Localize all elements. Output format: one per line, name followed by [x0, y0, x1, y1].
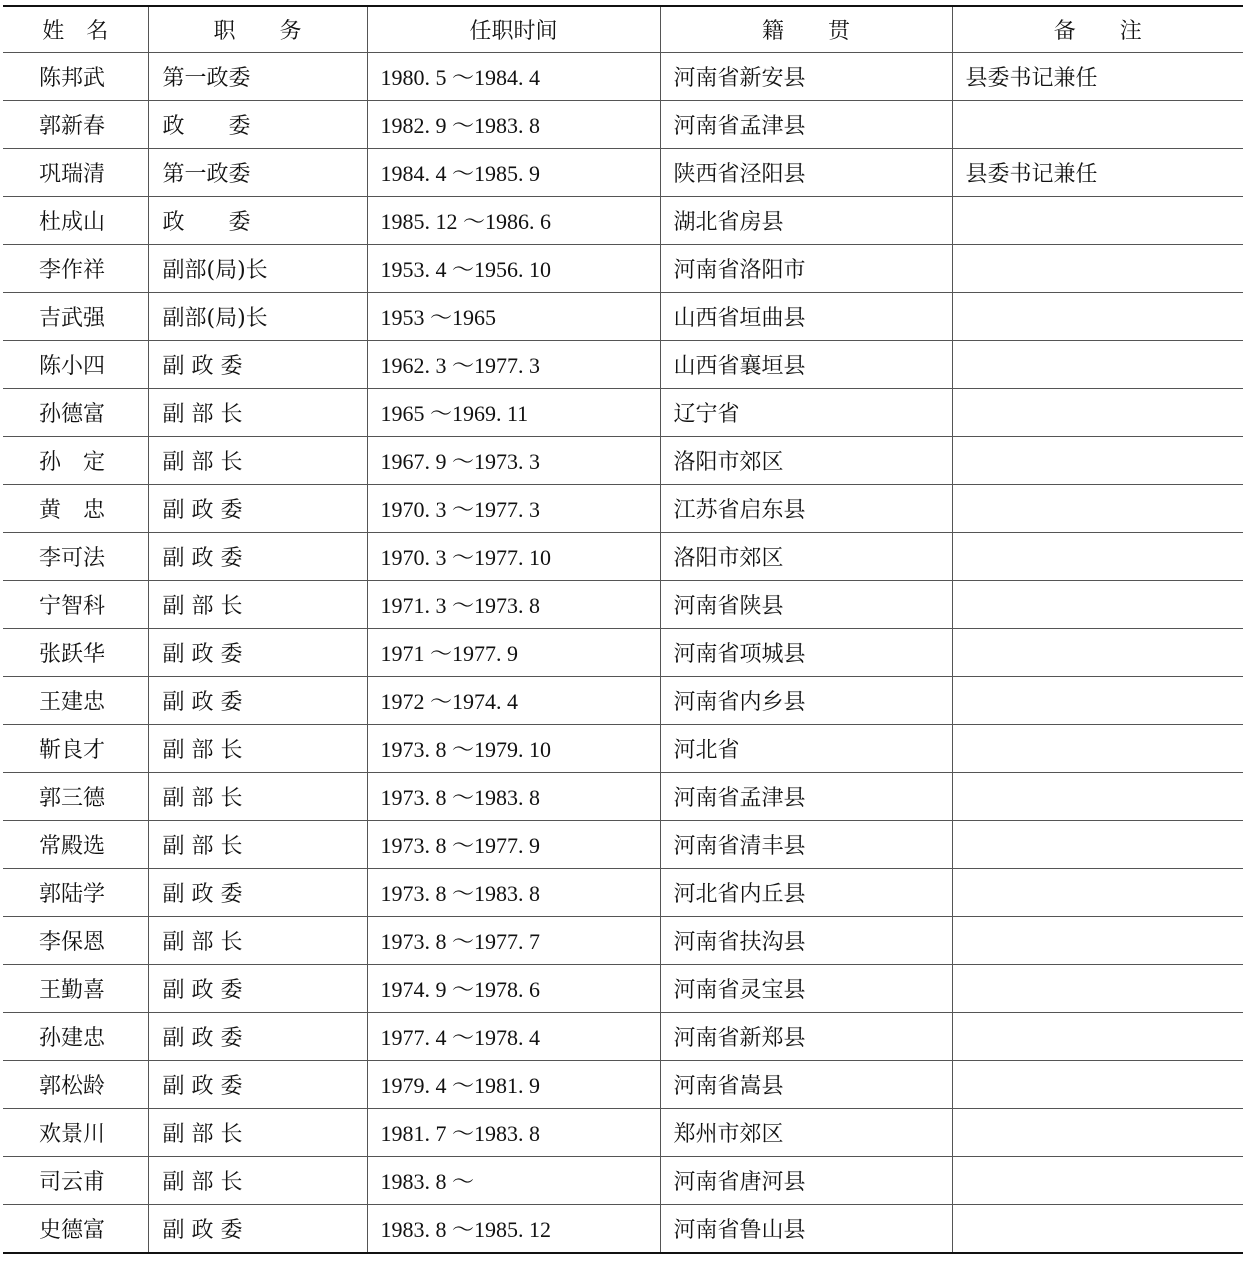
table-row — [3, 869, 1243, 917]
table-row — [3, 629, 1243, 677]
cell-name: 李可法 — [3, 533, 148, 581]
cell-term: 1962. 3 ～1977. 3 — [367, 341, 660, 389]
cell-term: 1979. 4 ～1981. 9 — [367, 1061, 660, 1109]
cell-duty: 副 政 委 — [148, 1205, 367, 1254]
cell-note — [952, 197, 1243, 245]
cell-duty: 副部(局)长 — [148, 245, 367, 293]
table-row — [3, 149, 1243, 197]
cell-note — [952, 629, 1243, 677]
cell-duty: 副 部 长 — [148, 917, 367, 965]
cell-duty: 副 政 委 — [148, 869, 367, 917]
cell-duty: 副 部 长 — [148, 1109, 367, 1157]
cell-origin: 辽宁省 — [660, 389, 952, 437]
cell-note — [952, 917, 1243, 965]
cell-origin: 河南省洛阳市 — [660, 245, 952, 293]
cell-duty: 副 政 委 — [148, 341, 367, 389]
table-row — [3, 581, 1243, 629]
cell-term: 1974. 9 ～1978. 6 — [367, 965, 660, 1013]
cell-term: 1983. 8 ～1985. 12 — [367, 1205, 660, 1254]
cell-term: 1953. 4 ～1956. 10 — [367, 245, 660, 293]
officials-table-container — [3, 5, 1243, 1254]
table-row — [3, 437, 1243, 485]
cell-duty: 副 政 委 — [148, 965, 367, 1013]
cell-name: 巩瑞清 — [3, 149, 148, 197]
cell-origin: 河南省孟津县 — [660, 773, 952, 821]
cell-name: 张跃华 — [3, 629, 148, 677]
cell-note — [952, 725, 1243, 773]
cell-origin: 河南省孟津县 — [660, 101, 952, 149]
cell-origin: 河北省 — [660, 725, 952, 773]
cell-note — [952, 533, 1243, 581]
cell-term: 1980. 5 ～1984. 4 — [367, 53, 660, 101]
cell-duty: 副 政 委 — [148, 629, 367, 677]
cell-name: 欢景川 — [3, 1109, 148, 1157]
cell-note — [952, 869, 1243, 917]
cell-origin: 河南省内乡县 — [660, 677, 952, 725]
cell-origin: 河南省新郑县 — [660, 1013, 952, 1061]
cell-duty: 副 政 委 — [148, 677, 367, 725]
table-row — [3, 917, 1243, 965]
cell-note — [952, 677, 1243, 725]
cell-note — [952, 101, 1243, 149]
cell-duty: 副 部 长 — [148, 581, 367, 629]
cell-name: 宁智科 — [3, 581, 148, 629]
cell-note — [952, 821, 1243, 869]
cell-term: 1965 ～1969. 11 — [367, 389, 660, 437]
table-row — [3, 341, 1243, 389]
cell-duty: 政 委 — [148, 197, 367, 245]
header-name: 姓 名 — [3, 6, 148, 53]
cell-name: 陈邦武 — [3, 53, 148, 101]
cell-origin: 河南省鲁山县 — [660, 1205, 952, 1254]
cell-origin: 河南省嵩县 — [660, 1061, 952, 1109]
header-duty: 职 务 — [148, 6, 367, 53]
cell-name: 史德富 — [39, 1218, 106, 1243]
cell-note — [952, 1061, 1243, 1109]
cell-duty: 第一政委 — [148, 149, 367, 197]
cell-term: 1970. 3 ～1977. 3 — [367, 485, 660, 533]
table-row — [3, 1013, 1243, 1061]
cell-origin: 河南省唐河县 — [660, 1157, 952, 1205]
cell-term: 1967. 9 ～1973. 3 — [367, 437, 660, 485]
cell-note — [952, 245, 1243, 293]
cell-name: 常殿选 — [3, 821, 148, 869]
cell-duty: 第一政委 — [148, 53, 367, 101]
cell-name: 李作祥 — [3, 245, 148, 293]
cell-origin: 陕西省泾阳县 — [660, 149, 952, 197]
cell-duty: 副 部 长 — [148, 1157, 367, 1205]
cell-term: 1973. 8 ～1977. 7 — [367, 917, 660, 965]
cell-origin: 河北省内丘县 — [660, 869, 952, 917]
table-row — [3, 1157, 1243, 1205]
cell-note: 县委书记兼任 — [952, 53, 1243, 101]
table-row — [3, 965, 1243, 1013]
cell-term: 1972 ～1974. 4 — [367, 677, 660, 725]
cell-note — [952, 389, 1243, 437]
cell-term: 1973. 8 ～1983. 8 — [367, 869, 660, 917]
table-body — [3, 53, 1243, 1254]
cell-name: 郭新春 — [3, 101, 148, 149]
table-row — [3, 821, 1243, 869]
cell-duty: 副部(局)长 — [148, 293, 367, 341]
cell-name: 孙建忠 — [3, 1013, 148, 1061]
cell-term: 1971 ～1977. 9 — [367, 629, 660, 677]
table-row — [3, 677, 1243, 725]
cell-duty: 副 部 长 — [148, 773, 367, 821]
cell-term: 1970. 3 ～1977. 10 — [367, 533, 660, 581]
cell-duty: 副 政 委 — [148, 485, 367, 533]
cell-name: 郭松龄 — [3, 1061, 148, 1109]
cell-origin: 河南省扶沟县 — [660, 917, 952, 965]
cell-term: 1971. 3 ～1973. 8 — [367, 581, 660, 629]
cell-origin: 郑州市郊区 — [660, 1109, 952, 1157]
cell-name: 郭三德 — [3, 773, 148, 821]
cell-name: 杜成山 — [3, 197, 148, 245]
cell-term: 1973. 8 ～1977. 9 — [367, 821, 660, 869]
cell-term: 1973. 8 ～1979. 10 — [367, 725, 660, 773]
cell-note — [952, 341, 1243, 389]
cell-term: 1981. 7 ～1983. 8 — [367, 1109, 660, 1157]
cell-name: 郭陆学 — [3, 869, 148, 917]
table-row — [3, 1061, 1243, 1109]
cell-duty: 副 政 委 — [148, 1013, 367, 1061]
cell-origin: 河南省清丰县 — [660, 821, 952, 869]
table-row — [3, 533, 1243, 581]
cell-origin: 山西省垣曲县 — [660, 293, 952, 341]
cell-name: 司云甫 — [3, 1157, 148, 1205]
cell-name: 吉武强 — [3, 293, 148, 341]
cell-name: 孙 定 — [3, 437, 148, 485]
cell-name: 王建忠 — [3, 677, 148, 725]
cell-name: 孙德富 — [3, 389, 148, 437]
table-row — [3, 1205, 1243, 1254]
cell-term: 1985. 12 ～1986. 6 — [367, 197, 660, 245]
table-row — [3, 245, 1243, 293]
header-row — [3, 6, 1243, 53]
cell-note — [952, 1013, 1243, 1061]
header-origin: 籍 贯 — [660, 6, 952, 53]
cell-duty: 副 政 委 — [148, 533, 367, 581]
cell-note — [952, 293, 1243, 341]
cell-origin: 河南省新安县 — [660, 53, 952, 101]
table-row — [3, 773, 1243, 821]
cell-note — [952, 965, 1243, 1013]
cell-term: 1982. 9 ～1983. 8 — [367, 101, 660, 149]
header-term: 任职时间 — [367, 6, 660, 53]
cell-duty: 政 委 — [148, 101, 367, 149]
cell-name: 李保恩 — [3, 917, 148, 965]
table-row — [3, 485, 1243, 533]
cell-name: 黄 忠 — [3, 485, 148, 533]
cell-note — [952, 773, 1243, 821]
cell-origin: 湖北省房县 — [660, 197, 952, 245]
table-row — [3, 293, 1243, 341]
cell-origin: 河南省陕县 — [660, 581, 952, 629]
cell-note — [952, 1109, 1243, 1157]
cell-origin: 山西省襄垣县 — [660, 341, 952, 389]
table-header — [3, 6, 1243, 53]
cell-note — [952, 485, 1243, 533]
cell-duty: 副 部 长 — [148, 725, 367, 773]
cell-duty: 副 部 长 — [148, 389, 367, 437]
cell-name: 靳良才 — [3, 725, 148, 773]
cell-note: 县委书记兼任 — [952, 149, 1243, 197]
officials-table — [3, 5, 1243, 1254]
cell-term: 1984. 4 ～1985. 9 — [367, 149, 660, 197]
cell-note — [952, 437, 1243, 485]
cell-duty: 副 政 委 — [148, 1061, 367, 1109]
cell-duty: 副 部 长 — [148, 437, 367, 485]
table-row — [3, 725, 1243, 773]
cell-origin: 河南省灵宝县 — [660, 965, 952, 1013]
cell-origin: 河南省项城县 — [660, 629, 952, 677]
table-row — [3, 101, 1243, 149]
cell-note — [952, 1205, 1243, 1254]
cell-term: 1977. 4 ～1978. 4 — [367, 1013, 660, 1061]
table-row — [3, 1109, 1243, 1157]
cell-term: 1953 ～1965 — [367, 293, 660, 341]
cell-duty: 副 部 长 — [148, 821, 367, 869]
cell-term: 1973. 8 ～1983. 8 — [367, 773, 660, 821]
cell-origin: 洛阳市郊区 — [660, 437, 952, 485]
table-row — [3, 197, 1243, 245]
cell-note — [952, 1157, 1243, 1205]
table-row — [3, 389, 1243, 437]
cell-name: 陈小四 — [3, 341, 148, 389]
cell-origin: 江苏省启东县 — [660, 485, 952, 533]
cell-term: 1983. 8 ～ — [367, 1157, 660, 1205]
cell-origin: 洛阳市郊区 — [660, 533, 952, 581]
cell-note — [952, 581, 1243, 629]
header-note: 备 注 — [952, 6, 1243, 53]
table-row — [3, 53, 1243, 101]
cell-name: 王勤喜 — [3, 965, 148, 1013]
